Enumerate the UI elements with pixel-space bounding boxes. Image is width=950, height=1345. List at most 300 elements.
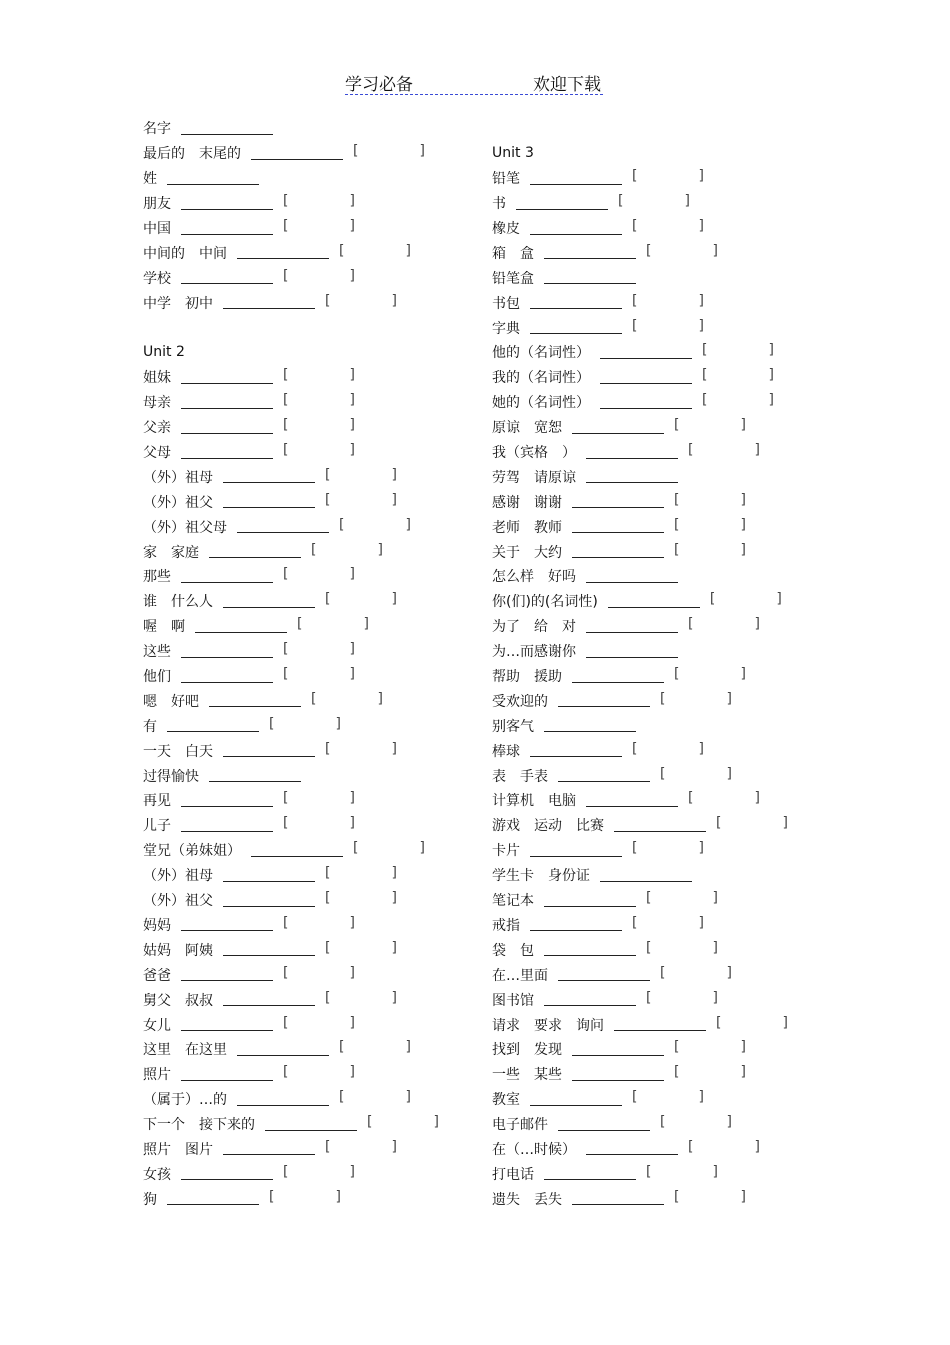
answer-blank[interactable]	[530, 1093, 622, 1106]
phonetic-bracket[interactable]	[674, 516, 746, 534]
bracket-open: [	[632, 168, 638, 185]
page-header	[345, 70, 603, 95]
answer-blank[interactable]	[223, 993, 315, 1006]
bracket-close: ]	[433, 1114, 439, 1131]
bracket-open: [	[283, 1014, 289, 1031]
bracket-close: ]	[391, 292, 397, 309]
bracket-open: [	[353, 143, 359, 160]
vocab-term: 谁 什么人	[143, 594, 213, 611]
phonetic-bracket[interactable]	[618, 193, 690, 210]
bracket-close: ]	[782, 815, 788, 832]
phonetic-bracket[interactable]	[325, 1138, 397, 1156]
vocab-row	[143, 937, 473, 962]
answer-blank[interactable]	[586, 645, 678, 658]
phonetic-bracket[interactable]	[632, 168, 704, 185]
phonetic-bracket[interactable]	[325, 890, 397, 907]
phonetic-bracket[interactable]	[632, 840, 704, 857]
answer-blank[interactable]	[223, 470, 315, 483]
answer-blank[interactable]	[209, 694, 301, 707]
answer-blank[interactable]	[223, 595, 315, 608]
phonetic-bracket[interactable]	[339, 1039, 411, 1056]
answer-blank[interactable]	[530, 296, 622, 309]
bracket-open: [	[632, 840, 638, 857]
answer-blank[interactable]	[586, 1142, 678, 1155]
phonetic-bracket[interactable]	[297, 616, 369, 633]
answer-blank[interactable]	[600, 396, 692, 409]
answer-blank[interactable]	[167, 172, 259, 185]
bracket-close: ]	[405, 1039, 411, 1056]
vocab-row	[492, 1137, 822, 1162]
answer-blank[interactable]	[600, 346, 692, 359]
vocab-term: 学校	[143, 270, 171, 287]
vocab-row	[492, 564, 822, 589]
answer-blank[interactable]	[530, 321, 622, 334]
bracket-close: ]	[391, 591, 397, 608]
vocab-row	[143, 888, 473, 913]
bracket-open: [	[325, 740, 331, 757]
answer-blank[interactable]	[181, 421, 273, 434]
bracket-open: [	[674, 1064, 680, 1081]
phonetic-bracket[interactable]	[688, 442, 760, 459]
vocab-row	[492, 340, 822, 365]
vocab-row	[143, 763, 473, 788]
answer-blank[interactable]	[223, 296, 315, 309]
bracket-open: [	[283, 193, 289, 210]
bracket-close: ]	[349, 666, 355, 683]
phonetic-bracket[interactable]	[339, 516, 411, 534]
vocab-term: 戒指	[492, 917, 520, 934]
phonetic-bracket[interactable]	[283, 367, 355, 384]
phonetic-bracket[interactable]	[646, 890, 718, 907]
phonetic-bracket[interactable]	[688, 616, 760, 633]
vocab-row	[143, 1037, 473, 1062]
bracket-open: [	[674, 666, 680, 683]
bracket-open: [	[283, 392, 289, 409]
phonetic-bracket[interactable]	[674, 1039, 746, 1056]
answer-blank[interactable]	[181, 1018, 273, 1031]
phonetic-bracket[interactable]	[311, 541, 383, 559]
bracket-close: ]	[391, 491, 397, 508]
answer-blank[interactable]	[181, 1068, 273, 1081]
vocab-row	[143, 1137, 473, 1162]
bracket-open: [	[632, 218, 638, 234]
answer-blank[interactable]	[530, 844, 622, 857]
vocab-term: 女儿	[143, 1017, 171, 1034]
row-spacer	[492, 116, 822, 141]
bracket-close: ]	[740, 516, 746, 533]
phonetic-bracket[interactable]	[660, 690, 732, 708]
vocab-term: 原谅 宽恕	[492, 420, 562, 437]
vocab-term: 老师 教师	[492, 519, 562, 536]
vocab-row	[492, 1012, 822, 1037]
phonetic-bracket[interactable]	[325, 591, 397, 608]
phonetic-bracket[interactable]	[325, 491, 397, 509]
answer-blank[interactable]	[544, 719, 636, 732]
phonetic-bracket[interactable]	[339, 1089, 411, 1106]
phonetic-bracket[interactable]	[311, 690, 383, 708]
phonetic-bracket[interactable]	[632, 740, 704, 758]
bracket-open: [	[702, 342, 708, 359]
answer-blank[interactable]	[181, 1167, 273, 1180]
vocab-term: 怎么样 好吗	[492, 569, 576, 586]
answer-blank[interactable]	[251, 844, 343, 857]
answer-blank[interactable]	[223, 894, 315, 907]
vocab-row	[143, 464, 473, 489]
phonetic-bracket[interactable]	[702, 367, 774, 384]
phonetic-bracket[interactable]	[716, 1014, 788, 1032]
answer-blank[interactable]	[181, 371, 273, 384]
bracket-close: ]	[754, 442, 760, 459]
bracket-open: [	[632, 740, 638, 757]
phonetic-bracket[interactable]	[632, 1089, 704, 1106]
phonetic-bracket[interactable]	[283, 392, 355, 409]
answer-blank[interactable]	[572, 520, 664, 533]
vocab-row	[143, 863, 473, 888]
answer-blank[interactable]	[181, 968, 273, 981]
vocab-row	[143, 664, 473, 689]
bracket-close: ]	[726, 1114, 732, 1131]
vocab-row	[143, 141, 473, 166]
phonetic-bracket[interactable]	[353, 840, 425, 857]
vocab-row	[492, 838, 822, 863]
answer-blank[interactable]	[558, 769, 650, 782]
answer-blank[interactable]	[181, 197, 273, 210]
bracket-open: [	[660, 964, 666, 981]
phonetic-bracket[interactable]	[709, 591, 782, 608]
unit-heading-text: Unit 3	[492, 145, 534, 162]
phonetic-bracket[interactable]	[325, 740, 397, 758]
phonetic-bracket[interactable]	[325, 292, 397, 310]
bracket-close: ]	[698, 168, 704, 185]
bracket-close: ]	[754, 1138, 760, 1155]
answer-blank[interactable]	[572, 421, 664, 434]
vocab-term: （外）祖父	[143, 893, 213, 910]
answer-blank[interactable]	[544, 993, 636, 1006]
phonetic-bracket[interactable]	[325, 939, 397, 957]
answer-blank[interactable]	[572, 545, 664, 558]
bracket-close: ]	[768, 392, 774, 409]
answer-blank[interactable]	[586, 446, 678, 459]
answer-blank[interactable]	[167, 719, 259, 732]
vocab-term: （外）祖父	[143, 494, 213, 511]
bracket-open: [	[339, 516, 345, 533]
bracket-open: [	[325, 591, 331, 608]
bracket-close: ]	[740, 541, 746, 558]
phonetic-bracket[interactable]	[269, 1188, 341, 1206]
vocab-row	[492, 1112, 822, 1137]
bracket-close: ]	[712, 242, 718, 259]
vocab-term: 在…里面	[492, 967, 548, 984]
phonetic-bracket[interactable]	[283, 641, 355, 658]
answer-blank[interactable]	[223, 869, 315, 882]
phonetic-bracket[interactable]	[283, 218, 355, 235]
answer-blank[interactable]	[265, 1118, 357, 1131]
answer-blank[interactable]	[223, 943, 315, 956]
bracket-open: [	[367, 1114, 373, 1131]
bracket-open: [	[674, 417, 680, 434]
phonetic-bracket[interactable]	[688, 790, 760, 807]
phonetic-bracket[interactable]	[660, 964, 732, 982]
vocab-term: 中间的 中间	[143, 245, 227, 262]
unit-heading	[492, 141, 822, 166]
bracket-open: [	[269, 715, 275, 732]
answer-blank[interactable]	[586, 620, 678, 633]
answer-blank[interactable]	[572, 1068, 664, 1081]
answer-blank[interactable]	[530, 172, 622, 185]
vocab-row	[492, 191, 822, 216]
vocab-row	[143, 240, 473, 265]
vocab-row	[492, 1161, 822, 1186]
answer-blank[interactable]	[614, 1018, 706, 1031]
vocab-term: 那些	[143, 569, 171, 586]
answer-blank[interactable]	[530, 222, 622, 235]
answer-blank[interactable]	[516, 197, 608, 210]
vocab-term: 表 手表	[492, 768, 548, 785]
phonetic-bracket[interactable]	[716, 815, 788, 832]
phonetic-bracket[interactable]	[283, 1014, 355, 1032]
bracket-close: ]	[377, 541, 383, 558]
phonetic-bracket[interactable]	[646, 989, 718, 1007]
phonetic-bracket[interactable]	[269, 715, 341, 733]
answer-blank[interactable]	[181, 396, 273, 409]
answer-blank[interactable]	[237, 1043, 329, 1056]
phonetic-bracket[interactable]	[283, 790, 355, 807]
phonetic-bracket[interactable]	[325, 865, 397, 882]
answer-blank[interactable]	[544, 894, 636, 907]
bracket-close: ]	[349, 367, 355, 384]
phonetic-bracket[interactable]	[325, 466, 397, 484]
answer-blank[interactable]	[223, 744, 315, 757]
phonetic-bracket[interactable]	[674, 417, 746, 434]
vocab-row	[492, 813, 822, 838]
bracket-open: [	[269, 1188, 275, 1205]
answer-blank[interactable]	[223, 1142, 315, 1155]
phonetic-bracket[interactable]	[674, 666, 746, 683]
bracket-open: [	[632, 914, 638, 931]
bracket-close: ]	[419, 840, 425, 857]
phonetic-bracket[interactable]	[339, 242, 411, 260]
bracket-open: [	[688, 1138, 694, 1155]
vocab-row	[492, 315, 822, 340]
vocab-row	[143, 738, 473, 763]
phonetic-bracket[interactable]	[283, 964, 355, 982]
answer-blank[interactable]	[167, 1192, 259, 1205]
vocab-row	[143, 440, 473, 465]
answer-blank[interactable]	[572, 670, 664, 683]
phonetic-bracket[interactable]	[660, 765, 732, 783]
answer-blank[interactable]	[586, 570, 678, 583]
phonetic-bracket[interactable]	[283, 442, 355, 459]
phonetic-bracket[interactable]	[646, 242, 718, 260]
answer-blank[interactable]	[181, 819, 273, 832]
answer-blank[interactable]	[544, 271, 636, 284]
answer-blank[interactable]	[608, 595, 700, 608]
bracket-close: ]	[349, 417, 355, 434]
phonetic-bracket[interactable]	[702, 342, 774, 359]
phonetic-bracket[interactable]	[646, 1163, 718, 1181]
phonetic-bracket[interactable]	[283, 566, 355, 583]
phonetic-bracket[interactable]	[674, 1188, 746, 1206]
vocab-term: 书	[492, 196, 506, 213]
answer-blank[interactable]	[181, 122, 273, 135]
answer-blank[interactable]	[586, 794, 678, 807]
bracket-close: ]	[349, 267, 355, 284]
answer-blank[interactable]	[181, 794, 273, 807]
vocab-row	[143, 788, 473, 813]
vocab-term: 为…而感谢你	[492, 644, 576, 661]
row-spacer	[143, 315, 473, 340]
answer-blank[interactable]	[572, 1192, 664, 1205]
answer-blank[interactable]	[572, 495, 664, 508]
bracket-open: [	[339, 1039, 345, 1056]
answer-blank[interactable]	[181, 670, 273, 683]
answer-blank[interactable]	[544, 246, 636, 259]
vocab-row	[492, 664, 822, 689]
vocab-term: 电子邮件	[492, 1117, 548, 1134]
phonetic-bracket[interactable]	[646, 939, 718, 957]
vocab-term: 教室	[492, 1092, 520, 1109]
phonetic-bracket[interactable]	[283, 914, 355, 932]
bracket-open: [	[674, 516, 680, 533]
answer-blank[interactable]	[558, 1118, 650, 1131]
vocab-term: （外）祖母	[143, 469, 213, 486]
answer-blank[interactable]	[586, 470, 678, 483]
bracket-open: [	[688, 616, 694, 633]
vocab-row	[492, 290, 822, 315]
answer-blank[interactable]	[544, 1167, 636, 1180]
answer-blank[interactable]	[544, 943, 636, 956]
phonetic-bracket[interactable]	[674, 1064, 746, 1081]
answer-blank[interactable]	[530, 918, 622, 931]
answer-blank[interactable]	[237, 520, 329, 533]
answer-blank[interactable]	[181, 271, 273, 284]
phonetic-bracket[interactable]	[632, 914, 704, 932]
answer-blank[interactable]	[209, 545, 301, 558]
bracket-open: [	[311, 690, 317, 707]
answer-blank[interactable]	[530, 744, 622, 757]
answer-blank[interactable]	[181, 222, 273, 235]
answer-blank[interactable]	[251, 147, 343, 160]
vocab-row	[143, 539, 473, 564]
bracket-close: ]	[740, 491, 746, 508]
answer-blank[interactable]	[181, 570, 273, 583]
vocab-row	[492, 1062, 822, 1087]
vocab-row	[143, 116, 473, 141]
vocab-term: 我的（名词性）	[492, 370, 590, 387]
bracket-close: ]	[349, 218, 355, 234]
vocab-row	[492, 863, 822, 888]
bracket-open: [	[632, 1089, 638, 1106]
vocab-term: 姑妈 阿姨	[143, 942, 213, 959]
vocab-term: 打电话	[492, 1166, 534, 1183]
vocab-row	[492, 1037, 822, 1062]
phonetic-bracket[interactable]	[674, 541, 746, 559]
bracket-open: [	[660, 690, 666, 707]
vocab-row	[492, 763, 822, 788]
vocab-term: 有	[143, 718, 157, 735]
answer-blank[interactable]	[181, 645, 273, 658]
phonetic-bracket[interactable]	[283, 417, 355, 434]
phonetic-bracket[interactable]	[283, 1064, 355, 1081]
bracket-close: ]	[363, 616, 369, 633]
bracket-close: ]	[391, 989, 397, 1006]
answer-blank[interactable]	[600, 371, 692, 384]
bracket-open: [	[702, 367, 708, 384]
phonetic-bracket[interactable]	[283, 815, 355, 832]
phonetic-bracket[interactable]	[702, 392, 774, 409]
phonetic-bracket[interactable]	[632, 317, 704, 335]
answer-blank[interactable]	[237, 246, 329, 259]
vocab-term: 父母	[143, 445, 171, 462]
answer-blank[interactable]	[181, 918, 273, 931]
phonetic-bracket[interactable]	[660, 1114, 732, 1131]
bracket-open: [	[702, 392, 708, 409]
bracket-close: ]	[740, 417, 746, 434]
answer-blank[interactable]	[223, 495, 315, 508]
phonetic-bracket[interactable]	[283, 193, 355, 210]
bracket-close: ]	[349, 914, 355, 931]
header-right-text: 欢迎下载	[533, 75, 601, 95]
bracket-open: [	[283, 1163, 289, 1180]
vocab-term: 姓	[143, 171, 157, 188]
answer-blank[interactable]	[195, 620, 287, 633]
vocab-term: 母亲	[143, 395, 171, 412]
answer-blank[interactable]	[237, 1093, 329, 1106]
vocab-term: 关于 大约	[492, 544, 562, 561]
answer-blank[interactable]	[614, 819, 706, 832]
phonetic-bracket[interactable]	[367, 1114, 439, 1131]
answer-blank[interactable]	[181, 446, 273, 459]
answer-blank[interactable]	[209, 769, 301, 782]
bracket-open: [	[283, 666, 289, 683]
vocab-row	[492, 738, 822, 763]
phonetic-bracket[interactable]	[632, 218, 704, 235]
phonetic-bracket[interactable]	[688, 1138, 760, 1156]
vocab-term: 堂兄（弟妹姐）	[143, 843, 241, 860]
vocab-row	[492, 166, 822, 191]
phonetic-bracket[interactable]	[632, 292, 704, 310]
vocab-term: 笔记本	[492, 893, 534, 910]
bracket-open: [	[283, 790, 289, 807]
answer-blank[interactable]	[558, 694, 650, 707]
phonetic-bracket[interactable]	[283, 666, 355, 683]
vocab-term: （属于）…的	[143, 1092, 227, 1109]
vocab-term: 再见	[143, 793, 171, 810]
bracket-open: [	[646, 242, 652, 259]
vocab-row	[143, 639, 473, 664]
vocab-row	[492, 216, 822, 241]
answer-blank[interactable]	[600, 869, 692, 882]
phonetic-bracket[interactable]	[674, 491, 746, 509]
phonetic-bracket[interactable]	[283, 1163, 355, 1181]
answer-blank[interactable]	[572, 1043, 664, 1056]
bracket-close: ]	[391, 865, 397, 882]
bracket-close: ]	[782, 1014, 788, 1031]
phonetic-bracket[interactable]	[353, 143, 425, 160]
phonetic-bracket[interactable]	[325, 989, 397, 1007]
vocab-term: 别客气	[492, 718, 534, 735]
phonetic-bracket[interactable]	[283, 267, 355, 285]
vocab-term: 狗	[143, 1191, 157, 1208]
vocab-row	[143, 589, 473, 614]
vocab-term: 你(们)的(名词性)	[492, 594, 598, 611]
vocab-row	[143, 1087, 473, 1112]
answer-blank[interactable]	[558, 968, 650, 981]
vocab-row	[143, 962, 473, 987]
vocab-row	[492, 888, 822, 913]
bracket-close: ]	[698, 740, 704, 757]
vocab-row	[143, 688, 473, 713]
